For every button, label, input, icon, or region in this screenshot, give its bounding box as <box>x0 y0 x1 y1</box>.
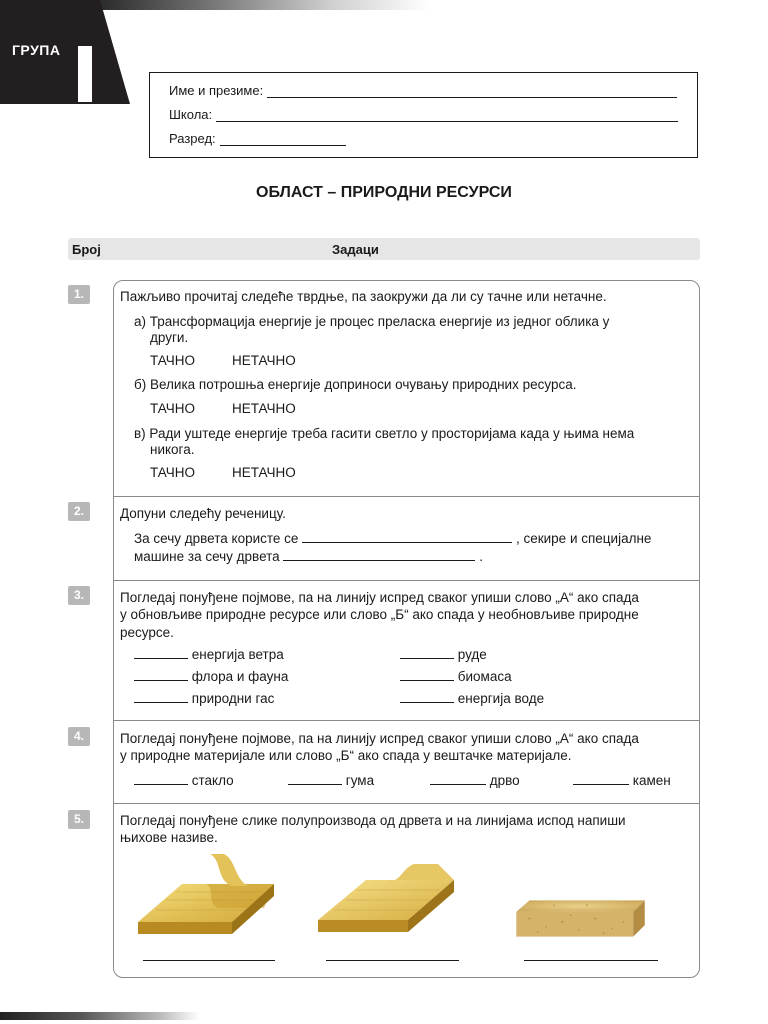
task-4-prompt-l1: Погледај понуђене појмове, па на линију испред сваког упиши слово „А“ ако спада <box>120 731 639 746</box>
task-1b-false-option[interactable]: НЕТАЧНО <box>232 401 296 416</box>
answer-blank[interactable] <box>430 772 486 785</box>
task-4-item <box>288 772 374 789</box>
school-label: Школа: <box>169 107 213 122</box>
item-label: флора и фауна <box>191 669 289 684</box>
item-label: руде <box>457 647 487 662</box>
task-1c-false-option[interactable]: НЕТАЧНО <box>232 465 296 480</box>
answer-blank[interactable] <box>283 548 475 561</box>
task-1a-false-option[interactable]: НЕТАЧНО <box>232 353 296 368</box>
sentence-part-2: , секире и специјалне <box>515 531 652 546</box>
answer-blank[interactable] <box>400 668 454 681</box>
task-3-prompt-l3: ресурсе. <box>120 625 174 640</box>
molded-board-image <box>316 858 456 943</box>
task-number-badge: 1. <box>68 285 90 304</box>
task-3-item <box>134 690 274 707</box>
task-1b-true-option[interactable]: ТАЧНО <box>150 401 195 416</box>
answer-blank[interactable] <box>134 646 188 659</box>
task-number-badge: 4. <box>68 727 90 746</box>
sentence-end: . <box>479 549 483 564</box>
header-tasks: Задаци <box>332 242 379 257</box>
answer-blank[interactable] <box>302 530 512 543</box>
task-1b-text: б) Велика потрошња енергије доприноси очувању природних ресурса. <box>134 377 577 392</box>
task-1a-text: а) Трансформација енергије је процес преласка енергије из једног облика у <box>134 314 610 329</box>
task-3-item <box>134 668 288 685</box>
task-4-item <box>430 772 520 789</box>
name-field[interactable] <box>267 85 677 98</box>
task-4-prompt-l2: у природне материјале или слово „Б“ ако спада у вештачке материјале. <box>120 748 572 763</box>
school-field[interactable] <box>216 109 678 122</box>
grooved-board-image <box>136 850 276 935</box>
task-3-item <box>400 690 544 707</box>
school-row <box>169 107 678 122</box>
task-divider <box>113 496 700 497</box>
top-decorative-stripe <box>100 0 430 10</box>
item-label: дрво <box>489 773 520 788</box>
answer-blank[interactable] <box>134 690 188 703</box>
task-2-sentence-line1 <box>134 530 651 547</box>
item-label: гума <box>345 773 375 788</box>
answer-blank[interactable] <box>288 772 342 785</box>
task-3-item <box>400 668 512 685</box>
task-number-badge: 3. <box>68 586 90 605</box>
item-label: енергија воде <box>457 691 545 706</box>
answer-blank[interactable] <box>134 772 188 785</box>
group-label: ГРУПА <box>12 42 61 58</box>
task-divider <box>113 720 700 721</box>
group-numeral-i <box>78 46 92 102</box>
task-3-item <box>400 646 487 663</box>
answer-line[interactable] <box>143 960 275 961</box>
task-divider <box>113 803 700 804</box>
header-number: Број <box>72 242 101 257</box>
task-1a-text-cont: други. <box>150 330 189 345</box>
task-1c-text-cont: никога. <box>150 442 195 457</box>
task-1-prompt: Пажљиво прочитај следеће тврдње, па заокружи да ли су тачне или нетачне. <box>120 289 607 304</box>
answer-blank[interactable] <box>400 690 454 703</box>
item-label: стакло <box>191 773 234 788</box>
task-2-sentence-line2 <box>134 548 483 565</box>
task-2-prompt: Допуни следећу реченицу. <box>120 506 286 521</box>
table-header <box>68 238 700 260</box>
item-label: биомаса <box>457 669 512 684</box>
task-5-prompt-l2: њихове називе. <box>120 830 218 845</box>
grade-row <box>169 131 346 146</box>
task-3-item <box>134 646 284 663</box>
task-divider <box>113 580 700 581</box>
task-1a-true-option[interactable]: ТАЧНО <box>150 353 195 368</box>
task-number-badge: 5. <box>68 810 90 829</box>
task-number-badge: 2. <box>68 502 90 521</box>
student-info-box <box>149 72 698 158</box>
task-3-prompt-l1: Погледај понуђене појмове, па на линију испред сваког упиши слово „А“ ако спада <box>120 590 639 605</box>
item-label: камен <box>632 773 671 788</box>
answer-blank[interactable] <box>573 772 629 785</box>
task-1c-true-option[interactable]: ТАЧНО <box>150 465 195 480</box>
grade-label: Разред: <box>169 131 216 146</box>
item-label: енергија ветра <box>191 647 284 662</box>
answer-blank[interactable] <box>400 646 454 659</box>
item-label: природни гас <box>191 691 275 706</box>
sentence-part-3: машине за сечу дрвета <box>134 549 280 564</box>
answer-line[interactable] <box>524 960 658 961</box>
particleboard-image <box>513 876 653 961</box>
task-4-item <box>573 772 671 789</box>
task-4-item <box>134 772 234 789</box>
answer-blank[interactable] <box>134 668 188 681</box>
sentence-part-1: За сечу дрвета користе се <box>134 531 299 546</box>
name-label: Име и презиме: <box>169 83 264 98</box>
name-row <box>169 83 677 98</box>
task-3-prompt-l2: у обновљиве природне ресурсе или слово „Б“ ако спада у необновљиве природне <box>120 607 639 622</box>
task-1c-text: в) Ради уштеде енергије треба гасити светло у просторијама када у њима нема <box>134 426 635 441</box>
grade-field[interactable] <box>220 133 346 146</box>
answer-line[interactable] <box>326 960 459 961</box>
bottom-decorative-stripe <box>0 1012 200 1020</box>
task-5-prompt-l1: Погледај понуђене слике полупроизвода од дрвета и на линијама испод напиши <box>120 813 626 828</box>
page-title: ОБЛАСТ – ПРИРОДНИ РЕСУРСИ <box>256 184 512 201</box>
